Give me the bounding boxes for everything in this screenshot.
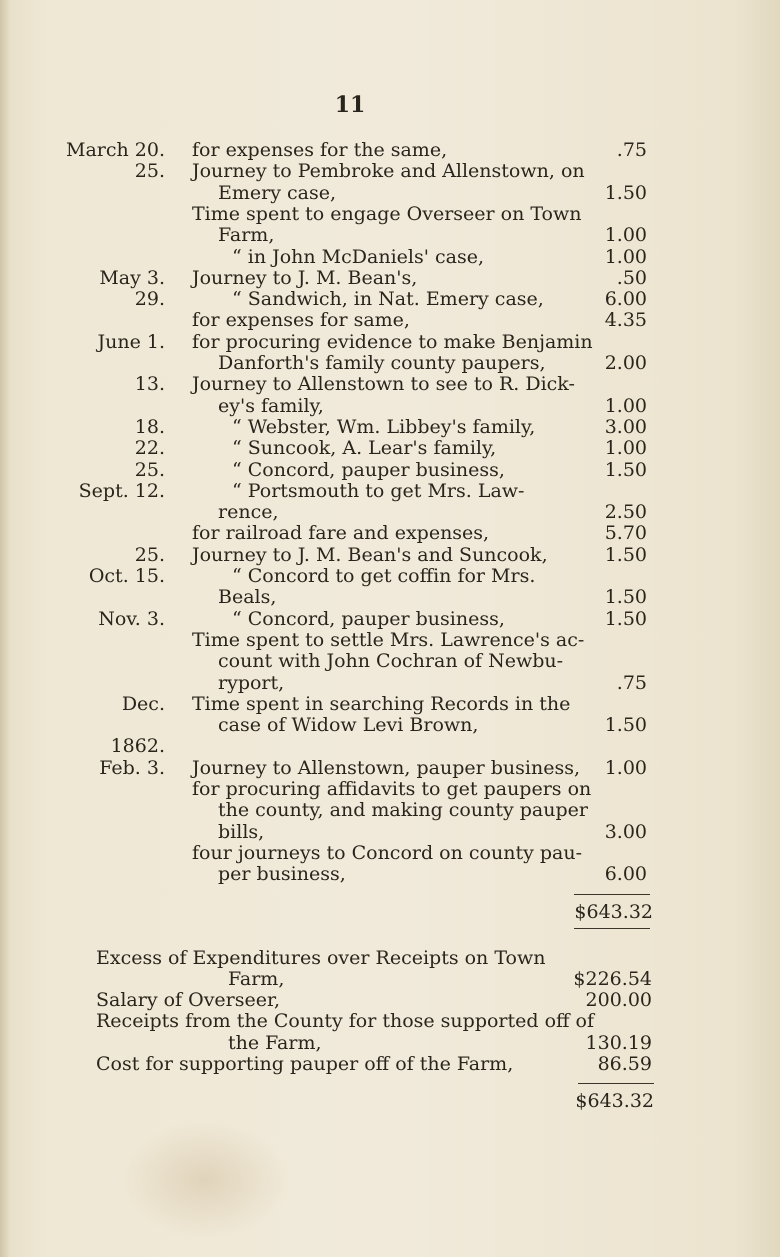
entry-amount: 1.00 <box>604 756 647 779</box>
entry-description: “ Suncook, A. Lear's family, <box>232 437 497 460</box>
entry-amount: 3.00 <box>604 415 647 438</box>
summary-amount: 200.00 <box>585 989 652 1012</box>
entry-description: ryport, <box>218 671 285 694</box>
page-number: 11 <box>334 92 366 118</box>
entry-description: rence, <box>218 501 279 524</box>
entry-amount: 6.00 <box>604 288 647 311</box>
ledger-line <box>0 1052 780 1076</box>
entry-amount: 1.00 <box>604 245 647 268</box>
summary-description: Cost for supporting pauper off of the Farm, <box>96 1053 514 1075</box>
entry-description: “ Concord to get coffin for Mrs. <box>232 565 536 587</box>
entry-amount: 1.50 <box>604 543 647 566</box>
entry-description: per business, <box>218 863 346 886</box>
entry-date: March 20. <box>66 139 165 161</box>
entry-description: Journey to J. M. Bean's, <box>192 266 418 289</box>
entry-date: 1862. <box>110 735 165 758</box>
entry-amount: 1.50 <box>604 586 647 609</box>
entry-description: for procuring affidavits to get paupers on <box>192 778 592 800</box>
summary-total: $643.32 <box>575 1090 654 1113</box>
entry-description: Farm, <box>218 224 275 247</box>
summary-description: Salary of Overseer, <box>96 989 281 1012</box>
summary-description: Receipts from the County for those supported off of <box>96 1010 595 1033</box>
entry-date: 29. <box>134 288 165 311</box>
ledger-line <box>0 1089 780 1113</box>
entry-amount: 1.50 <box>604 458 647 481</box>
summary-amount: 130.19 <box>585 1031 652 1054</box>
entry-description: Time spent in searching Records in the <box>192 692 571 715</box>
entry-description: Beals, <box>218 586 277 609</box>
entry-description: Journey to Pembroke and Allenstown, on <box>192 160 585 183</box>
entry-description: four journeys to Concord on county pau- <box>192 841 583 864</box>
entry-date: Feb. 3. <box>99 756 165 779</box>
entry-description: for procuring evidence to make Benjamin <box>192 330 593 353</box>
entry-description: Danforth's family county paupers, <box>218 352 546 374</box>
entry-date: June 1. <box>97 330 165 353</box>
entry-description: for expenses for same, <box>192 309 410 332</box>
entry-date: 25. <box>134 160 165 183</box>
entry-amount: 6.00 <box>604 863 647 886</box>
ledger-line <box>0 900 780 924</box>
entry-amount: 3.00 <box>604 820 647 843</box>
entry-date: Sept. 12. <box>78 479 165 502</box>
entry-description: Journey to Allenstown to see to R. Dick- <box>192 373 575 396</box>
entry-amount: 1.50 <box>604 181 647 204</box>
entry-date: 25. <box>134 458 165 481</box>
entry-amount: .75 <box>616 671 647 694</box>
entry-description: Journey to J. M. Bean's and Suncook, <box>192 543 548 566</box>
summary-description: Farm, <box>228 967 285 990</box>
entry-amount: 1.00 <box>604 224 647 247</box>
entry-description: for expenses for the same, <box>192 139 448 161</box>
entry-date: 13. <box>134 373 165 396</box>
entry-description: “ Concord, pauper business, <box>232 458 505 481</box>
entry-date: Nov. 3. <box>98 607 165 630</box>
entry-date: 22. <box>134 437 165 460</box>
entry-description: bills, <box>218 820 265 843</box>
ledger-total: $643.32 <box>574 900 653 923</box>
entry-date: May 3. <box>99 266 165 289</box>
entry-date: Oct. 15. <box>88 565 165 587</box>
total-rule-top <box>574 894 650 895</box>
total-rule-bottom <box>574 928 650 929</box>
summary-amount: 86.59 <box>597 1053 652 1075</box>
entry-amount: 1.50 <box>604 714 647 737</box>
entry-date: Dec. <box>121 692 165 715</box>
entry-description: Journey to Allenstown, pauper business, <box>192 756 581 779</box>
summary-amount: $226.54 <box>573 967 652 990</box>
summary-rule-top <box>578 1083 654 1084</box>
entry-amount: 5.70 <box>604 522 647 545</box>
entry-description: Time spent to engage Overseer on Town <box>192 202 582 225</box>
ledger-line <box>0 862 780 886</box>
entry-date: 18. <box>134 415 165 438</box>
entry-amount: 1.00 <box>604 437 647 460</box>
entry-description: for railroad fare and expenses, <box>192 522 490 545</box>
entry-description: case of Widow Levi Brown, <box>218 714 479 737</box>
entry-description: “ in John McDaniels' case, <box>232 245 484 268</box>
entry-amount: .50 <box>616 266 647 289</box>
summary-description: Excess of Expenditures over Receipts on Town <box>96 946 546 969</box>
entry-amount: 2.00 <box>604 352 647 374</box>
entry-description: count with John Cochran of Newbu- <box>218 650 564 673</box>
entry-amount: 1.50 <box>604 607 647 630</box>
summary-description: the Farm, <box>228 1031 322 1054</box>
entry-description: Time spent to settle Mrs. Lawrence's ac- <box>192 628 585 651</box>
entry-date: 25. <box>134 543 165 566</box>
entry-description: ey's family, <box>218 394 324 417</box>
entry-description: “ Portsmouth to get Mrs. Law- <box>232 479 525 502</box>
entry-amount: 2.50 <box>604 501 647 524</box>
entry-description: “ Concord, pauper business, <box>232 607 505 630</box>
entry-amount: .75 <box>616 139 647 161</box>
entry-description: Emery case, <box>218 181 336 204</box>
entry-description: “ Webster, Wm. Libbey's family, <box>232 415 536 438</box>
entry-amount: 1.00 <box>604 394 647 417</box>
entry-amount: 4.35 <box>604 309 647 332</box>
entry-description: “ Sandwich, in Nat. Emery case, <box>232 288 544 311</box>
entry-description: the county, and making county pauper <box>218 799 588 822</box>
